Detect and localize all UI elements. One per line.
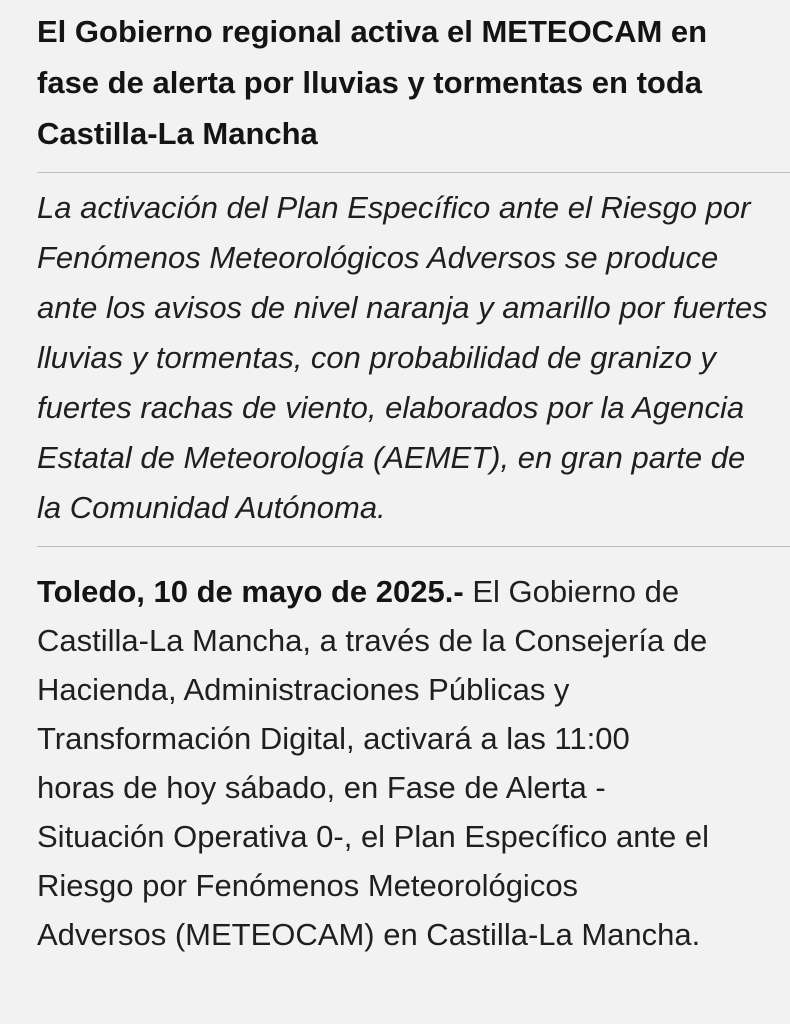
body-line-8: Adversos (METEOCAM) en Castilla-La Mancha. [37, 917, 701, 952]
article-dateline: Toledo, 10 de mayo de 2025.- [37, 574, 464, 609]
article-body [37, 567, 790, 959]
body-line-3: Hacienda, Administraciones Públicas y [37, 672, 570, 707]
body-line-1 [37, 567, 790, 616]
body-line-6: Situación Operativa 0-, el Plan Específico ante el [37, 819, 710, 854]
lead-divider [37, 546, 790, 547]
article-title: El Gobierno regional activa el METEOCAM en fase de alerta por lluvias y tormentas en toda Castilla-La Mancha [37, 14, 708, 151]
body-line-7: Riesgo por Fenómenos Meteorológicos [37, 868, 579, 903]
article-lead: La activación del Plan Específico ante el Riesgo por Fenómenos Meteorológicos Adversos se produce ante los avisos de nivel naranja y amarillo por fuertes lluvias y tormentas, con probabilidad de granizo y fuertes rachas de viento, elaborados por la Agencia Estatal de Meteorología (AEMET), en gran parte de la Comunidad Autónoma. [37, 190, 768, 525]
body-line-2: Castilla-La Mancha, a través de la Consejería de [37, 623, 708, 658]
body-line-1-text: El Gobierno de [463, 574, 680, 609]
news-article [37, 0, 790, 959]
body-line-5: horas de hoy sábado, en Fase de Alerta - [37, 770, 606, 805]
body-line-4: Transformación Digital, activará a las 11:00 [37, 721, 630, 756]
